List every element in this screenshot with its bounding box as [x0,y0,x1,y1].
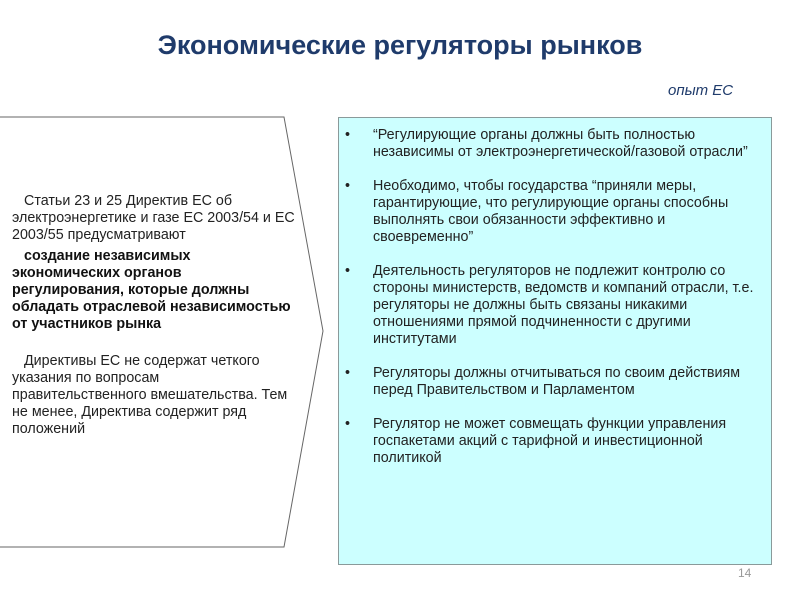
page-number: 14 [738,566,752,580]
bullet-icon: • [345,365,351,381]
left-paragraph-3: Директивы ЕС не содержат четкого указания по вопросам правительственного вмешательства. Тем не менее, Директива содержит ряд положений [12,353,288,437]
left-paragraph-1: Статьи 23 и 25 Директив ЕС об электроэнергетике и газе ЕС 2003/54 и ЕС 2003/55 предусматривают [12,193,295,243]
list-item-text: Деятельность регуляторов не подлежит контролю со стороны министерств, ведомств и компаний отрасли, т.е. регуляторы не должны быть связаны никакими отношениями прямой подчиненности с другими институтами [373,263,754,347]
list-item [339,178,769,246]
bullet-list [339,127,769,484]
list-item [339,365,769,399]
right-panel [338,117,772,565]
list-item-text: Регуляторы должны отчитываться по своим действиям перед Правительством и Парламентом [373,365,741,398]
list-item-text: Регулятор не может совмещать функции управления госпакетами акций с тарифной и инвестиционной политикой [373,416,727,466]
left-paragraph-2: создание независимых экономических органов регулирования, которые должны обладать отраслевой независимостью от участников рынка [12,248,291,332]
list-item [339,127,769,161]
list-item-text: “Регулирующие органы должны быть полностью независимы от электроэнергетической/газовой отрасли” [373,127,748,160]
bullet-icon: • [345,263,351,279]
slide-subtitle: опыт ЕС [668,82,734,99]
slide-title: Экономические регуляторы рынков [157,30,643,60]
list-item [339,263,769,348]
left-panel [12,193,297,438]
list-item [339,416,769,467]
bullet-icon: • [345,127,351,143]
bullet-icon: • [345,416,351,432]
bullet-icon: • [345,178,351,194]
list-item-text: Необходимо, чтобы государства “приняли меры, гарантирующие, что регулирующие органы способны выполнять свои обязанности эффективно и своевременно” [373,178,729,245]
